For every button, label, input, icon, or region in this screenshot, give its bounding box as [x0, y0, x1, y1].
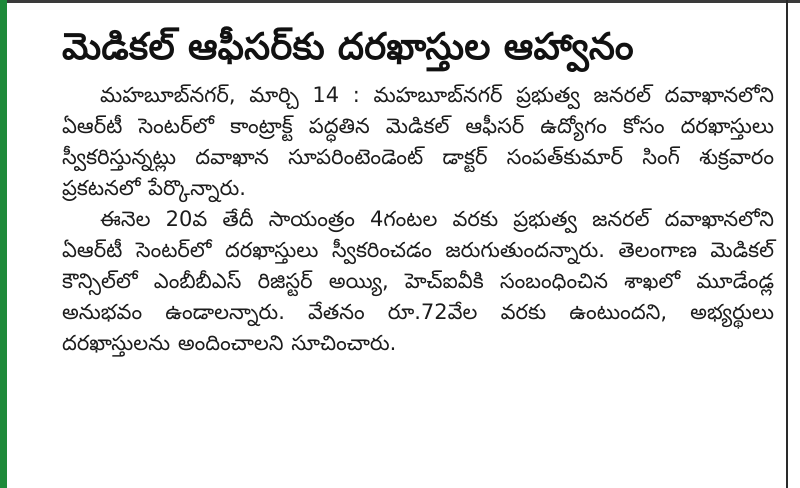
headline: మెడికల్ ఆఫీసర్‌కు దరఖాస్తుల ఆహ్వానం [62, 25, 634, 68]
article-paragraph-1: మహబూబ్‌నగర్, మార్చి 14 : మహబూబ్‌నగర్ ప్రభుత్వ జనరల్ దవాఖానలోని ఏఆర్‌టీ సెంటర్‌లో కాంట్రాక్ట్ పద్ధతిన మెడికల్ ఆఫీసర్ ఉద్యోగం కోసం దరఖాస్తులు స్వీకరిస్తున్నట్లు దవాఖాన సూపరింటెండెంట్ డాక్టర్ సంపత్‌కుమార్ సింగ్ శుక్రవారం ప్రకటనలో పేర్కొన్నారు. [62, 83, 774, 200]
article-body [62, 80, 774, 359]
top-border-line [0, 0, 800, 3]
news-clipping [62, 10, 774, 359]
right-column-rule [786, 0, 788, 488]
left-green-margin-bar [0, 0, 7, 488]
article-paragraph-2: ఈనెల 20వ తేదీ సాయంత్రం 4గంటల వరకు ప్రభుత్వ జనరల్ దవాఖానలోని ఏఆర్‌టీ సెంటర్‌లో దరఖాస్తులు స్వీకరించడం జరుగుతుందన్నారు. తెలంగాణ మెడికల్ కౌన్సిల్‌లో ఎంబీబీఎస్ రిజిస్టర్ అయ్యి, హెచ్‌ఐవీకి సంబంధించిన శాఖలో మూడేండ్ల అనుభవం ఉండాలన్నారు. వేతనం రూ.72వేల వరకు ఉంటుందని, అభ్యర్థులు దరఖాస్తులను అందించాలని సూచించారు. [62, 207, 774, 355]
